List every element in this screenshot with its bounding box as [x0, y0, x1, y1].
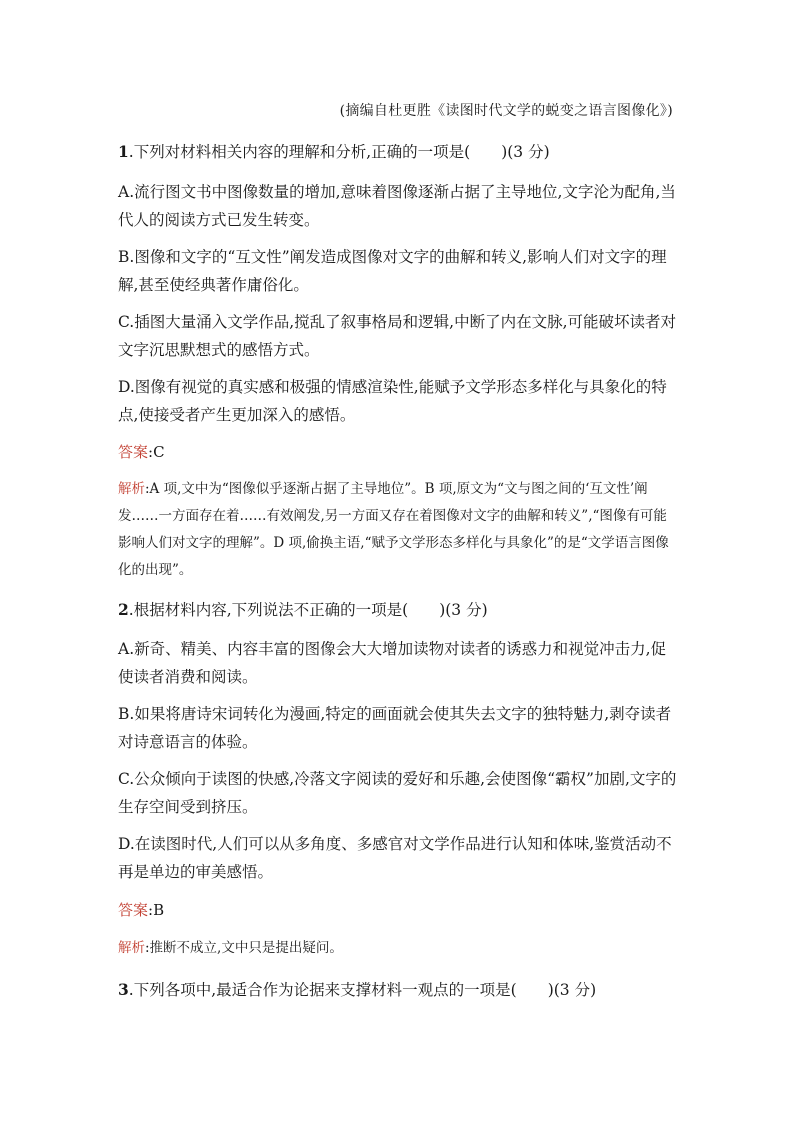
question-2-answer — [118, 900, 678, 920]
answer-value: :C — [148, 443, 165, 461]
question-2-option-a: A.新奇、精美、内容丰富的图像会大大增加读物对读者的诱惑力和视觉冲击力,促使读者消费和阅读。 — [118, 640, 667, 686]
source-citation: (摘编自杜更胜《读图时代文学的蜕变之语言图像化》) — [339, 103, 673, 119]
question-1-option-c: C.插图大量涌入文学作品,搅乱了叙事格局和逻辑,中断了内在文脉,可能破坏读者对文字沉思默想式的感悟方式。 — [118, 313, 677, 359]
question-text: .下列各项中,最适合作为论据来支撑材料一观点的一项是( )(3 分) — [128, 981, 597, 999]
answer-label: 答案 — [118, 443, 149, 461]
question-2-explanation — [118, 935, 678, 962]
explanation-text: :推断不成立,文中只是提出疑问。 — [145, 940, 343, 956]
question-2-option-c: C.公众倾向于读图的快感,冷落文字阅读的爱好和乐趣,会使图像“霸权”加剧,文字的生存空间受到挤压。 — [118, 770, 677, 816]
explanation-text: :A 项,文中为“图像似乎逐渐占据了主导地位”。B 项,原文为“文与图之间的‘互文性’阐发……一方面存在着……有效阐发,另一方面又存在着图像对文字的曲解和转义”,“图像有可能影响人们对文字的理解”。D 项,偷换主语,“赋予文学形态多样化与具象化”的是“文学语言图像化的出现”。 — [118, 481, 669, 578]
explanation-label: 解析 — [118, 940, 145, 956]
question-2-option-b: B.如果将唐诗宋词转化为漫画,特定的画面就会使其失去文字的独特魅力,剥夺读者对诗意语言的体验。 — [118, 705, 672, 751]
answer-label: 答案 — [118, 901, 149, 919]
question-1-answer — [118, 442, 678, 462]
question-1-option-b: B.图像和文字的“互文性”阐发造成图像对文字的曲解和转义,影响人们对文字的理解,甚至使经典著作庸俗化。 — [118, 248, 667, 294]
question-number: 1 — [118, 142, 129, 161]
question-number: 2 — [118, 600, 129, 619]
explanation-label: 解析 — [118, 481, 145, 497]
answer-value: :B — [148, 901, 165, 919]
question-1-option-d: D.图像有视觉的真实感和极强的情感渲染性,能赋予文学形态多样化与具象化的特点,使接受者产生更加深入的感悟。 — [118, 378, 667, 424]
question-1-explanation — [118, 476, 678, 584]
question-number: 3 — [118, 980, 129, 999]
question-3-stem — [118, 979, 678, 1001]
question-2-stem — [118, 599, 678, 621]
question-text: .根据材料内容,下列说法不正确的一项是( )(3 分) — [128, 601, 488, 619]
question-1-option-a: A.流行图文书中图像数量的增加,意味着图像逐渐占据了主导地位,文字沦为配角,当代人的阅读方式已发生转变。 — [118, 183, 676, 229]
question-2-option-d: D.在读图时代,人们可以从多角度、多感官对文学作品进行认知和体味,鉴赏活动不再是单边的审美感悟。 — [118, 835, 672, 881]
question-text: .下列对材料相关内容的理解和分析,正确的一项是( )(3 分) — [128, 143, 550, 161]
question-1-stem — [118, 141, 678, 163]
